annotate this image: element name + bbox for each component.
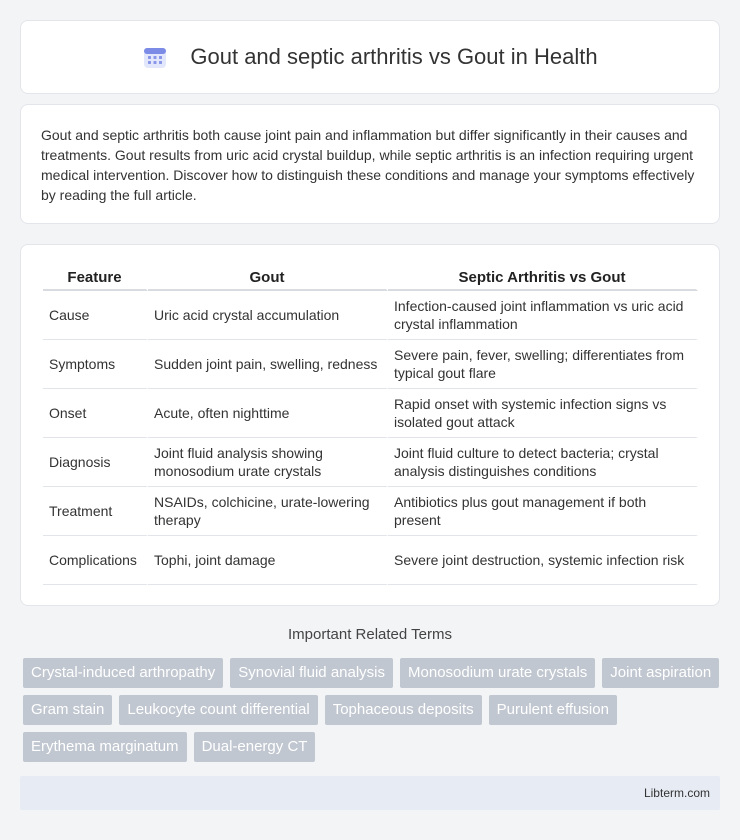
cell-feature: Onset bbox=[43, 389, 148, 438]
cell-septic: Antibiotics plus gout management if both present bbox=[388, 487, 698, 536]
page-title: Gout and septic arthritis vs Gout in Health bbox=[190, 44, 598, 69]
cell-septic: Joint fluid culture to detect bacteria; crystal analysis distinguishes conditions bbox=[388, 438, 698, 487]
intro-text: Gout and septic arthritis both cause joint pain and inflammation but differ significantly in their causes and treatments. Gout results from uric acid crystal buildup, while septic arthritis is an infection requiring urgent medical intervention. Discover how to distinguish these conditions and manage your symptoms effectively by reading the full article. bbox=[41, 127, 695, 203]
cell-feature: Complications bbox=[43, 536, 148, 585]
footer bbox=[20, 776, 720, 810]
title-card bbox=[20, 20, 720, 94]
cell-feature: Treatment bbox=[43, 487, 148, 536]
term-tag[interactable]: Gram stain bbox=[23, 695, 112, 725]
cell-gout: NSAIDs, colchicine, urate-lowering therapy bbox=[148, 487, 388, 536]
cell-gout: Tophi, joint damage bbox=[148, 536, 388, 585]
related-terms-list bbox=[23, 658, 723, 762]
term-tag[interactable]: Dual-energy CT bbox=[194, 732, 316, 762]
table-row bbox=[43, 340, 698, 389]
table-row bbox=[43, 291, 698, 340]
table-row bbox=[43, 438, 698, 487]
cell-feature: Diagnosis bbox=[43, 438, 148, 487]
table-header-row bbox=[43, 265, 698, 291]
header-feature: Feature bbox=[43, 265, 148, 291]
cell-septic: Severe joint destruction, systemic infection risk bbox=[388, 536, 698, 585]
table-row bbox=[43, 487, 698, 536]
cell-feature: Cause bbox=[43, 291, 148, 340]
calendar-icon bbox=[142, 44, 168, 70]
footer-site-link[interactable]: Libterm.com bbox=[643, 786, 710, 800]
term-tag[interactable]: Erythema marginatum bbox=[23, 732, 187, 762]
cell-septic: Infection-caused joint inflammation vs uric acid crystal inflammation bbox=[388, 291, 698, 340]
header-septic: Septic Arthritis vs Gout bbox=[388, 265, 698, 291]
table-card bbox=[20, 244, 720, 606]
term-tag[interactable]: Purulent effusion bbox=[489, 695, 617, 725]
cell-gout: Acute, often nighttime bbox=[148, 389, 388, 438]
intro-card bbox=[20, 104, 720, 224]
term-tag[interactable]: Monosodium urate crystals bbox=[400, 658, 595, 688]
term-tag[interactable]: Joint aspiration bbox=[602, 658, 719, 688]
term-tag[interactable]: Crystal-induced arthropathy bbox=[23, 658, 223, 688]
term-tag[interactable]: Tophaceous deposits bbox=[325, 695, 482, 725]
term-tag[interactable]: Synovial fluid analysis bbox=[230, 658, 393, 688]
cell-septic: Severe pain, fever, swelling; differentiates from typical gout flare bbox=[388, 340, 698, 389]
cell-gout: Sudden joint pain, swelling, redness bbox=[148, 340, 388, 389]
comparison-table bbox=[43, 265, 698, 585]
cell-gout: Uric acid crystal accumulation bbox=[148, 291, 388, 340]
related-terms-title: Important Related Terms bbox=[288, 626, 452, 643]
table-row bbox=[43, 389, 698, 438]
cell-gout: Joint fluid analysis showing monosodium urate crystals bbox=[148, 438, 388, 487]
table-row bbox=[43, 536, 698, 585]
cell-septic: Rapid onset with systemic infection signs vs isolated gout attack bbox=[388, 389, 698, 438]
term-tag[interactable]: Leukocyte count differential bbox=[119, 695, 317, 725]
header-gout: Gout bbox=[148, 265, 388, 291]
cell-feature: Symptoms bbox=[43, 340, 148, 389]
